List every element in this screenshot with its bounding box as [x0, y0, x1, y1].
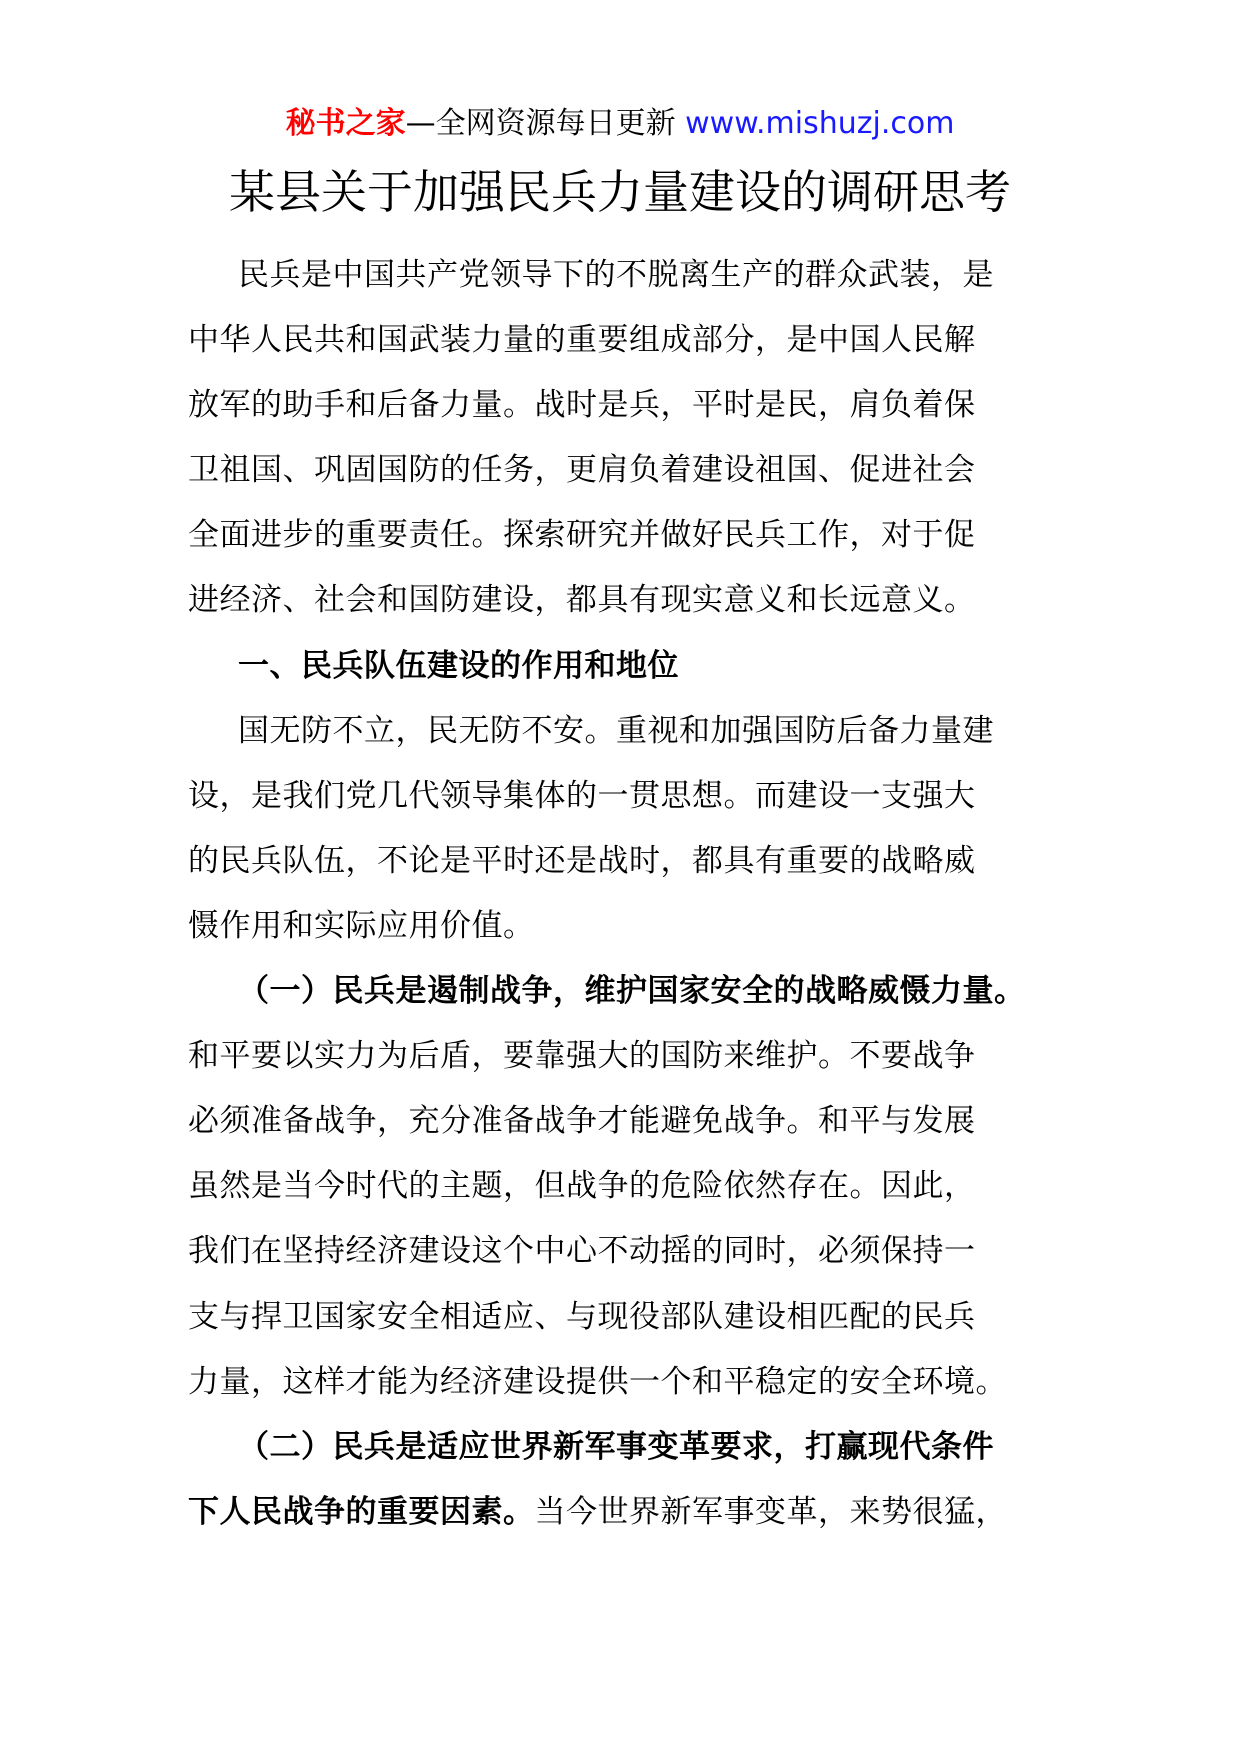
paragraph-line: 民兵是中国共产党领导下的不脱离生产的群众武装，是	[238, 257, 994, 293]
paragraph-line: 中华人民共和国武装力量的重要组成部分，是中国人民解	[188, 322, 976, 359]
paragraph-text: 当今世界新军事变革，来势很猛，	[534, 1493, 1007, 1530]
paragraph-line: 进经济、社会和国防建设，都具有现实意义和长远意义。	[188, 582, 976, 619]
paragraph-line: 支与捍卫国家安全相适应、与现役部队建设相匹配的民兵	[188, 1298, 976, 1335]
paragraph-line: 设，是我们党几代领导集体的一贯思想。而建设一支强大	[188, 777, 976, 814]
paragraph-line: 力量，这样才能为经济建设提供一个和平稳定的安全环境。	[188, 1363, 1007, 1400]
paragraph-line: 慑作用和实际应用价值。	[188, 907, 535, 944]
subsection-heading: （二）民兵是适应世界新军事变革要求，打赢现代条件	[238, 1428, 994, 1465]
subsection-heading: （一）民兵是遏制战争，维护国家安全的战略威慑力量。	[238, 973, 1026, 1010]
section-heading: 一、民兵队伍建设的作用和地位	[238, 647, 679, 684]
brand-name: 秘书之家	[285, 106, 406, 141]
site-header	[0, 104, 1240, 144]
paragraph-line: 放军的助手和后备力量。战时是兵，平时是民，肩负着保	[188, 387, 976, 424]
document-body	[188, 255, 1058, 1557]
site-url[interactable]: www.mishuzj.com	[685, 106, 955, 141]
document-title: 某县关于加强民兵力量建设的调研思考	[229, 165, 1011, 219]
paragraph-line: 的民兵队伍，不论是平时还是战时，都具有重要的战略威	[188, 842, 976, 879]
subsection-heading-tail: 下人民战争的重要因素。	[188, 1493, 535, 1530]
paragraph-line: 国无防不立，民无防不安。重视和加强国防后备力量建	[238, 712, 994, 749]
site-tagline: —全网资源每日更新	[405, 106, 676, 141]
paragraph-line: 全面进步的重要责任。探索研究并做好民兵工作，对于促	[188, 517, 976, 554]
paragraph-line: 和平要以实力为后盾，要靠强大的国防来维护。不要战争	[188, 1038, 976, 1075]
paragraph-line: 卫祖国、巩固国防的任务，更肩负着建设祖国、促进社会	[188, 452, 976, 489]
paragraph-line: 我们在坚持经济建设这个中心不动摇的同时，必须保持一	[188, 1233, 976, 1270]
paragraph-line: 虽然是当今时代的主题，但战争的危险依然存在。因此，	[188, 1168, 976, 1205]
paragraph-line	[188, 1492, 1058, 1557]
paragraph-line: 必须准备战争，充分准备战争才能避免战争。和平与发展	[188, 1103, 976, 1140]
